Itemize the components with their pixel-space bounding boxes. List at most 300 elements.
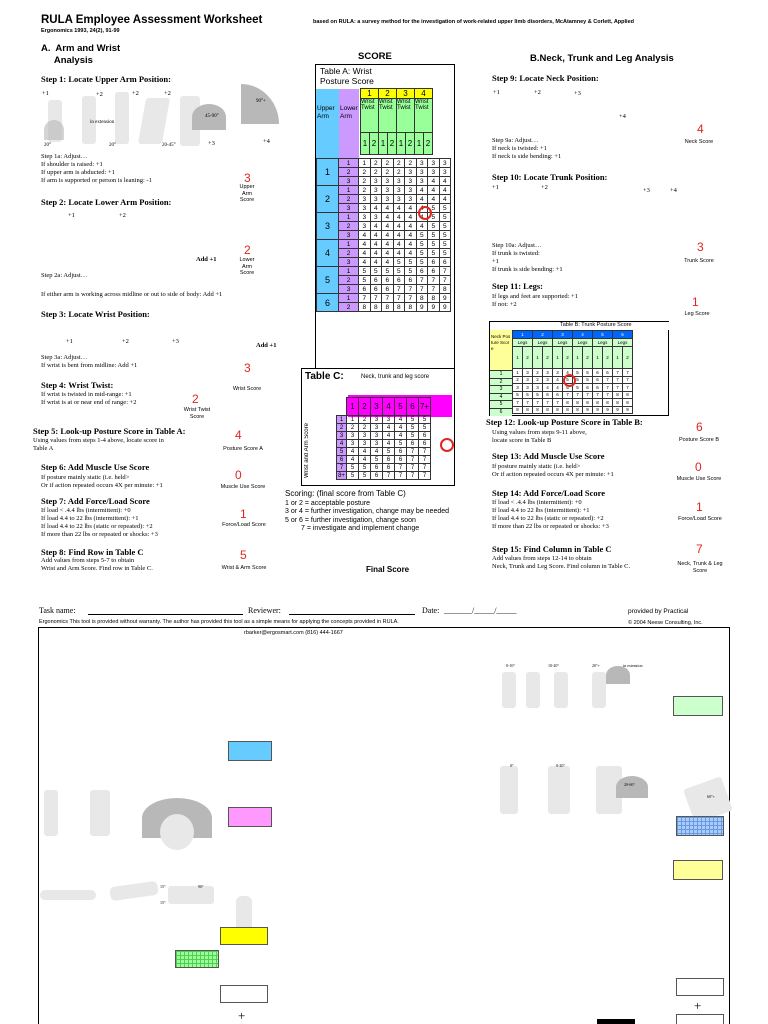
table-a-twist-val: 1 — [415, 133, 424, 155]
muscle-use-score-a: 0 — [235, 468, 242, 482]
table-b-cell: 8 — [573, 399, 583, 407]
step2a-adjust: Step 2a: Adjust… — [41, 272, 88, 279]
step9-title: Step 9: Locate Neck Position: — [492, 73, 599, 83]
table-a-lower-arm: 2 — [339, 303, 359, 312]
angle-90plus: 90°+ — [256, 99, 266, 104]
final-score-label: Final Score — [366, 565, 410, 574]
neck-score-box[interactable] — [673, 696, 723, 716]
table-c-col-2: 2 — [359, 398, 371, 416]
table-a-cell: 7 — [428, 285, 440, 294]
table-a-upper-arm-1: 1 — [317, 159, 339, 186]
table-c-cell: 7 — [407, 464, 419, 472]
step10-title: Step 10: Locate Trunk Position: — [492, 172, 608, 182]
table-b-cell: 5 — [513, 391, 523, 399]
table-c-col-3: 3 — [371, 398, 383, 416]
table-a-cell: 8 — [359, 303, 371, 312]
step2-title: Step 2: Locate Lower Arm Position: — [41, 197, 172, 207]
step10a-adjust: Step 10a: Adjust… If trunk is twisted: +1 If trunk is side bending: +1 — [492, 242, 563, 274]
table-b-cell: 6 — [593, 369, 603, 377]
date-field[interactable]: _______/_____/_____ — [444, 606, 517, 615]
table-a-cell: 4 — [370, 249, 382, 258]
table-a-cell: 4 — [405, 240, 417, 249]
neck-figure-3 — [554, 672, 568, 708]
table-b-cell: 5 — [583, 369, 593, 377]
table-a-lower-arm: 3 — [339, 258, 359, 267]
contact: rbarker@ergosmart.com (816) 444-1667 — [244, 630, 343, 636]
table-b-cell: 7 — [603, 384, 613, 392]
table-a-cell: 3 — [382, 195, 394, 204]
table-c-cell: 6 — [395, 448, 407, 456]
step1-plus-6: +4 — [263, 138, 270, 145]
table-a-cell: 3 — [416, 168, 428, 177]
table-a-twist-head-1: Wrist Twist — [361, 99, 379, 133]
step6-title: Step 6: Add Muscle Use Score — [41, 462, 150, 472]
upper-arm-score-box[interactable] — [228, 741, 272, 761]
table-c-cell: 5 — [419, 416, 431, 424]
table-c-cell: 5 — [347, 472, 359, 480]
trunk-angle-2: 0-20° — [556, 763, 565, 768]
table-c-cell: 3 — [383, 416, 395, 424]
plus-sign-right: + — [694, 998, 702, 1013]
table-b-cell: 9 — [613, 406, 623, 414]
table-c-row-head: 5 — [337, 448, 347, 456]
table-c — [301, 368, 455, 486]
table-b-cell: 7 — [523, 399, 533, 407]
table-a-cell: 4 — [393, 222, 405, 231]
step1a-adjust: Step 1a: Adjust… If shoulder is raised: +1 If upper arm is abducted: +1 If arm is supported or person is leaning: -1 — [41, 153, 152, 185]
table-a-cell: 5 — [370, 267, 382, 276]
table-b-leg-val: 2 — [563, 347, 573, 369]
table-c-title: Table C: — [305, 371, 344, 382]
table-a-cell: 5 — [428, 213, 440, 222]
table-c-cell: 3 — [347, 432, 359, 440]
table-c-cell: 6 — [371, 472, 383, 480]
table-a-cell: 3 — [405, 195, 417, 204]
table-c-cell: 3 — [359, 432, 371, 440]
table-a-wrist-col-3: 3 — [397, 89, 415, 99]
table-a-cell: 9 — [439, 294, 451, 303]
force-load-score-b: 1 — [696, 500, 703, 514]
table-a-upper-arm-6: 6 — [317, 294, 339, 312]
table-b-cell: 6 — [593, 384, 603, 392]
table-b-leg-val: 1 — [533, 347, 543, 369]
table-c-cell: 7 — [419, 456, 431, 464]
neck-figure-4 — [592, 672, 606, 708]
lower-arm-label: Lower Arm — [340, 105, 358, 120]
table-a-lower-arm: 2 — [339, 168, 359, 177]
angle-20-45: 20-45° — [162, 143, 176, 148]
table-a-lower-arm: 1 — [339, 186, 359, 195]
section-b-title: B.Neck, Trunk and Leg Analysis — [530, 53, 674, 64]
step11-title: Step 11: Legs: — [492, 281, 543, 291]
table-a-cell: 3 — [439, 159, 451, 168]
table-b-cell: 8 — [613, 391, 623, 399]
table-b-leg-val: 1 — [593, 347, 603, 369]
table-b-leg-val: 1 — [553, 347, 563, 369]
muscle-use-score-b-box[interactable] — [676, 1014, 724, 1024]
wrist-angle-3: 90° — [198, 884, 204, 889]
table-a-cell: 3 — [405, 177, 417, 186]
table-a-cell: 4 — [405, 222, 417, 231]
step14-title: Step 14: Add Force/Load Score — [492, 488, 606, 498]
table-b-legs-head: Legs — [593, 339, 613, 347]
table-b-leg-val: 2 — [583, 347, 593, 369]
table-c-cell: 4 — [359, 448, 371, 456]
table-c-cell: 3 — [371, 440, 383, 448]
table-a-cell: 5 — [382, 267, 394, 276]
table-b-leg-val: 2 — [523, 347, 533, 369]
table-b-cell: 3 — [543, 369, 553, 377]
table-a-cell: 4 — [416, 195, 428, 204]
table-c-col-5: 5 — [395, 398, 407, 416]
table-a-cell: 4 — [405, 204, 417, 213]
table-a-cell: 6 — [428, 258, 440, 267]
table-c-cell: 7 — [419, 472, 431, 480]
disclaimer: Ergonomics This tool is provided without warranty. The author has provided this tool as a simple means for applying the concepts provided in RULA. — [39, 619, 399, 625]
trunk-score: 3 — [697, 240, 704, 254]
table-a-cell: 4 — [416, 186, 428, 195]
table-a-cell: 7 — [382, 294, 394, 303]
table-b-cell: 3 — [543, 376, 553, 384]
table-a-cell: 4 — [370, 240, 382, 249]
table-b-cell: 5 — [523, 391, 533, 399]
table-c-cell: 6 — [383, 456, 395, 464]
posture-score-b-label: Posture Score B — [678, 437, 720, 443]
hand-figure-3 — [168, 886, 214, 904]
table-c-cell: 4 — [371, 448, 383, 456]
step10-plus-1: +1 — [492, 184, 499, 191]
table-b-cell: 7 — [543, 399, 553, 407]
posture-score-a-label: Posture Score A — [223, 446, 263, 452]
table-b-cell: 8 — [563, 406, 573, 414]
table-c-cell: 4 — [359, 456, 371, 464]
table-a-cell: 6 — [393, 276, 405, 285]
table-b-cell: 9 — [593, 406, 603, 414]
trunk-angle-1: 0° — [510, 763, 514, 768]
wrist-twist-score: 2 — [192, 392, 199, 406]
table-a-cell: 3 — [359, 222, 371, 231]
table-b-cell: 2 — [533, 376, 543, 384]
table-c-cell: 5 — [407, 416, 419, 424]
table-b-cell: 5 — [573, 384, 583, 392]
step12-title: Step 12: Look-up Posture Score in Table B: — [486, 417, 643, 427]
table-b-cell: 7 — [613, 369, 623, 377]
table-b-leg-val: 1 — [513, 347, 523, 369]
table-c-row-head: 8+ — [338, 472, 345, 479]
table-b-cell: 7 — [533, 399, 543, 407]
angle-20-a: 20° — [44, 143, 51, 148]
wrist-score: 3 — [244, 361, 251, 375]
table-b-cell: 7 — [553, 399, 563, 407]
leg-score: 1 — [692, 295, 699, 309]
table-a-cell: 3 — [359, 195, 371, 204]
table-c-cell: 6 — [371, 464, 383, 472]
table-b-cell: 8 — [623, 391, 633, 399]
table-a-cell: 3 — [393, 195, 405, 204]
table-b-cell: 8 — [513, 406, 523, 414]
step1-plus-1: +1 — [42, 90, 49, 97]
posture-score-b: 6 — [696, 420, 703, 434]
date-label: Date: — [422, 606, 440, 615]
step13-lines: If posture mainly static (i.e. held> Or if action repeated occurs 4X per minute: +1 — [492, 463, 614, 479]
step15-title: Step 15: Find Column in Table C — [492, 544, 612, 554]
table-a-cell: 5 — [359, 267, 371, 276]
table-b-col-2: 2 — [533, 331, 553, 339]
table-a-cell: 5 — [439, 204, 451, 213]
upper-arm-figure-4 — [138, 98, 170, 144]
step5-title: Step 5: Look-up Posture Score in Table A: — [33, 426, 186, 436]
step10-plus-3: +3 — [643, 187, 650, 194]
table-a-cell: 3 — [439, 168, 451, 177]
table-a-twist-val: 2 — [406, 133, 415, 155]
table-a-twist-head-3: Wrist Twist — [397, 99, 415, 133]
reviewer-field[interactable] — [289, 614, 415, 615]
table-a-cell: 5 — [416, 240, 428, 249]
table-a-cell: 8 — [393, 303, 405, 312]
table-a-lower-arm: 2 — [339, 276, 359, 285]
angle-45-90: 45-90° — [205, 114, 219, 119]
leg-score-label: Leg Score — [684, 311, 710, 317]
table-c-circle-marker — [440, 438, 454, 452]
table-a-cell: 4 — [382, 249, 394, 258]
page-title: RULA Employee Assessment Worksheet — [41, 14, 263, 26]
table-b-cell: 9 — [603, 406, 613, 414]
table-c-cell: 6 — [383, 464, 395, 472]
table-a-cell: 4 — [416, 213, 428, 222]
arm-raise-fan-icon — [241, 84, 279, 124]
table-c-cell: 4 — [383, 432, 395, 440]
table-a-cell: 3 — [370, 177, 382, 186]
table-c-cell: 5 — [359, 472, 371, 480]
arm-fan-icon — [44, 120, 64, 140]
table-c-cell: 5 — [383, 448, 395, 456]
wrist-twist-score-box[interactable] — [175, 950, 219, 968]
table-c-cell: 2 — [359, 424, 371, 432]
table-c-cell: 3 — [347, 440, 359, 448]
table-a-cell: 7 — [393, 294, 405, 303]
table-c-col-6: 6 — [407, 398, 419, 416]
table-a-cell: 5 — [405, 267, 417, 276]
table-c-cell: 2 — [359, 416, 371, 424]
table-b-legs-head: Legs — [573, 339, 593, 347]
table-a-body — [316, 158, 451, 312]
table-c-grid — [336, 397, 431, 480]
table-a-cell: 4 — [393, 231, 405, 240]
table-a-cell: 3 — [359, 204, 371, 213]
table-c-cell: 4 — [347, 456, 359, 464]
black-bar — [597, 1019, 635, 1024]
step2-note: If either arm is working across midline or out to side of body: Add +1 — [41, 291, 223, 298]
table-b-col-4: 4 — [573, 331, 593, 339]
table-b-neck-row-4: 4 — [490, 393, 512, 401]
posture-score-b-box[interactable] — [676, 978, 724, 996]
step7-title: Step 7: Add Force/Load Score — [41, 496, 150, 506]
step15-lines: Add values from steps 12-14 to obtain Neck, Trunk and Leg Score. Find column in Table C. — [492, 555, 631, 571]
lower-arm-score-box[interactable] — [228, 807, 272, 827]
table-a-lower-arm: 1 — [339, 240, 359, 249]
table-a-cell: 8 — [370, 303, 382, 312]
table-a-cell: 4 — [393, 249, 405, 258]
table-a-cell: 5 — [416, 249, 428, 258]
table-a-cell: 9 — [428, 303, 440, 312]
table-c-cell: 5 — [407, 432, 419, 440]
table-a-twist-val: 2 — [388, 133, 397, 155]
table-a-cell: 4 — [428, 186, 440, 195]
table-a-cell: 3 — [428, 168, 440, 177]
table-b-cell: 8 — [623, 399, 633, 407]
table-c-cell: 7 — [407, 448, 419, 456]
table-b-cell: 2 — [533, 369, 543, 377]
table-a-cell: 2 — [393, 168, 405, 177]
table-a-cell: 4 — [405, 213, 417, 222]
table-a-circle-marker — [418, 206, 432, 220]
table-c-col-4: 4 — [383, 398, 395, 416]
table-a-cell: 4 — [382, 213, 394, 222]
table-a-cell: 4 — [382, 258, 394, 267]
table-a-upper-arm-3: 3 — [317, 213, 339, 240]
table-a-cell: 5 — [439, 213, 451, 222]
table-a-cell: 3 — [370, 186, 382, 195]
table-b-cell: 8 — [563, 399, 573, 407]
table-a-upper-arm-2: 2 — [317, 186, 339, 213]
step1-plus-3: +2 — [132, 90, 139, 97]
table-c-cell: 3 — [371, 424, 383, 432]
section-a-title: A. Arm and Wrist Analysis — [41, 43, 121, 66]
force-load-score-b-label: Force/Load Score — [678, 516, 722, 522]
table-a-cell: 2 — [359, 186, 371, 195]
step3-plus-1: +1 — [66, 338, 73, 345]
table-a-cell: 4 — [359, 249, 371, 258]
step1-title: Step 1: Locate Upper Arm Position: — [41, 74, 171, 84]
table-c-cell: 4 — [395, 424, 407, 432]
table-a-title: Table A: Wrist Posture Score — [320, 66, 374, 86]
table-c-cell: 6 — [419, 440, 431, 448]
table-b-cell: 2 — [513, 376, 523, 384]
top-view-figure — [160, 814, 194, 850]
table-a-cell: 6 — [428, 267, 440, 276]
table-c-row-head: 1 — [337, 416, 347, 424]
table-b-neck-row-2: 2 — [490, 378, 512, 386]
step3-title: Step 3: Locate Wrist Position: — [41, 309, 150, 319]
step1-plus-5: +3 — [208, 140, 215, 147]
muscle-use-score-b: 0 — [695, 460, 702, 474]
table-b-cell: 5 — [573, 369, 583, 377]
wrist-arm-score-label: Wrist & Arm Score — [221, 565, 267, 571]
task-name-field[interactable] — [88, 614, 243, 615]
table-a-cell: 6 — [382, 285, 394, 294]
neck-fan-icon — [606, 666, 630, 684]
table-b-leg-val: 1 — [613, 347, 623, 369]
table-a-cell: 8 — [416, 294, 428, 303]
table-a-lower-arm: 2 — [339, 249, 359, 258]
score-heading: SCORE — [358, 51, 392, 62]
table-a-wrist-col-2: 2 — [379, 89, 397, 99]
table-c-cell: 5 — [371, 456, 383, 464]
table-a-cell: 5 — [405, 258, 417, 267]
table-a-cell: 2 — [393, 159, 405, 168]
table-b-cell: 3 — [523, 369, 533, 377]
table-b-cell: 3 — [533, 384, 543, 392]
neck-angle-2: 10-20° — [548, 663, 559, 668]
table-a-cell: 7 — [405, 294, 417, 303]
citation-line-1: based on RULA: a survey method for the investigation of work-related upper limb disorders, McAtamney & Corlett, Applied — [313, 19, 634, 25]
table-a-lower-arm: 1 — [339, 213, 359, 222]
table-b-cell: 4 — [543, 384, 553, 392]
table-b-cell: 5 — [563, 376, 573, 384]
lower-arm-score: 2 — [244, 243, 251, 257]
table-a-cell: 4 — [370, 204, 382, 213]
table-c-cell: 4 — [383, 424, 395, 432]
table-a-cell: 5 — [439, 240, 451, 249]
table-a-header — [360, 88, 433, 155]
table-c-cell: 5 — [419, 424, 431, 432]
trunk-score-box[interactable] — [676, 816, 724, 836]
arm-figure-a — [44, 790, 58, 836]
table-b-cell: 6 — [553, 391, 563, 399]
table-a-cell: 4 — [416, 204, 428, 213]
table-c-row-head: 4 — [337, 440, 347, 448]
table-b-cell: 7 — [563, 391, 573, 399]
leg-score-box[interactable] — [673, 860, 723, 880]
wrist-angle-2: 15° — [160, 900, 166, 905]
posture-score-a-box[interactable] — [220, 985, 268, 1003]
scoring-title: Scoring: (final score from Table C) — [285, 489, 406, 498]
table-c-cell: 4 — [395, 416, 407, 424]
angle-in-extension: in extension — [90, 120, 115, 125]
upper-arm-label: Upper Arm — [317, 105, 335, 120]
table-b-cell: 5 — [563, 384, 573, 392]
table-a-cell: 5 — [428, 240, 440, 249]
table-b-circle-marker — [563, 374, 576, 387]
table-a-lower-arm: 3 — [339, 231, 359, 240]
table-a-wrist-col-1: 1 — [361, 89, 379, 99]
hand-figure-1 — [40, 890, 96, 900]
table-b-cell: 8 — [593, 399, 603, 407]
table-a-cell: 5 — [393, 258, 405, 267]
step9-plus-2: +2 — [534, 89, 541, 96]
table-b-cell: 7 — [573, 391, 583, 399]
table-b-neck-row-5: 5 — [490, 400, 512, 408]
table-a-cell: 3 — [359, 213, 371, 222]
table-b-title: Table B: Trunk Posture Score — [560, 322, 632, 328]
table-a-twist-val: 1 — [379, 133, 388, 155]
table-b-cell: 8 — [583, 399, 593, 407]
trunk-angle-4: 60°+ — [707, 794, 715, 799]
table-b-cell: 5 — [533, 391, 543, 399]
table-a-cell: 4 — [370, 222, 382, 231]
table-a-twist-head-2: Wrist Twist — [379, 99, 397, 133]
table-b-cell: 7 — [613, 384, 623, 392]
wrist-score-box[interactable] — [220, 927, 268, 945]
table-a-cell: 6 — [416, 267, 428, 276]
table-b-cell: 4 — [553, 384, 563, 392]
angle-20-b: 20° — [109, 143, 116, 148]
table-a-cell: 4 — [439, 186, 451, 195]
table-b-legs-head: Legs — [533, 339, 553, 347]
table-b-cell: 7 — [623, 376, 633, 384]
table-a-cell: 6 — [382, 276, 394, 285]
table-c-cell: 3 — [359, 440, 371, 448]
table-b-legs-head: Legs — [553, 339, 573, 347]
table-a — [315, 64, 455, 386]
step8-lines: Add values from steps 5-7 to obtain Wrist and Arm Score. Find row in Table C. — [41, 557, 153, 573]
table-b-legs-head: Legs — [613, 339, 633, 347]
table-b-cell: 9 — [583, 406, 593, 414]
table-a-cell: 6 — [370, 276, 382, 285]
wrist-twist-score-label: Wrist Twist Score — [183, 407, 211, 420]
step12-lines: Using values from steps 9-11 above, locate score in Table B — [492, 429, 587, 445]
table-a-cell: 4 — [382, 240, 394, 249]
